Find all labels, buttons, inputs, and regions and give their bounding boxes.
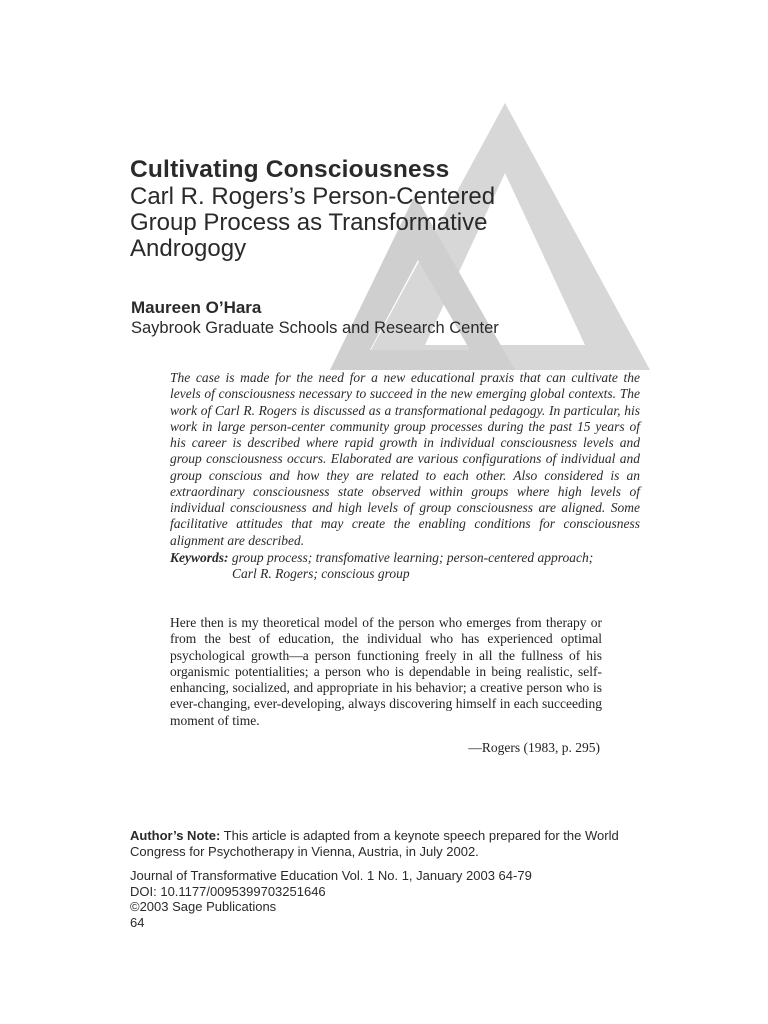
keywords-label: Keywords:: [170, 550, 229, 565]
journal-info: [130, 868, 640, 930]
journal-citation: Journal of Transformative Education Vol. 1 No. 1, January 2003 64-79: [130, 868, 532, 883]
keywords-line-1: group process; transfomative learning; person-centered approach;: [231, 550, 594, 565]
abstract: The case is made for the need for a new educational praxis that can cultivate the levels of consciousness necessary to succeed in the new emerging global contexts. The work of Carl R. Rogers is discussed as a transformational pedagogy. In particular, his work in large person-center community group processes during the past 15 years of his career is described where rapid growth in individual consciousness levels and group consciousness occurs. Elaborated are various configurations of individual and group conscious and how they are related to each other. Also considered is an extraordinary consciousness state observed within groups where high levels of individual consciousness and high levels of group consciousness are aligned. Some facilitative attitudes that may create the enabling conditions for consciousness alignment are described.: [170, 370, 640, 548]
article-subtitle-line-2: Group Process as Transformative: [130, 209, 488, 236]
author-block: [131, 298, 651, 338]
authors-note-label: Author’s Note:: [130, 828, 221, 843]
authors-note-text: This article is adapted from a keynote speech prepared for the World Congress for Psychotherapy in Vienna, Austria, in July 2002.: [130, 828, 619, 859]
journal-doi: DOI: 10.1177/0095399703251646: [130, 883, 326, 899]
author-affiliation: Saybrook Graduate Schools and Research Center: [131, 319, 499, 337]
authors-note: [130, 828, 640, 860]
journal-copyright: ©2003 Sage Publications: [130, 899, 277, 914]
keywords-line-2: Carl R. Rogers; conscious group: [232, 566, 410, 582]
keywords: [170, 550, 640, 583]
epigraph-attribution: —Rogers (1983, p. 295): [468, 740, 600, 755]
author-name: Maureen O’Hara: [131, 298, 262, 317]
page-number: 64: [130, 914, 145, 930]
article-title: Cultivating Consciousness: [130, 156, 450, 183]
epigraph-quote: Here then is my theoretical model of the person who emerges from therapy or from the best of education, the individual who has experienced optimal psychological growth—a person functioning freely in all the fullness of his organismic potentialities; a person who is dependable in being realistic, self-enhancing, socialized, and appropriate in his behavior; a creative person who is ever-changing, ever-developing, always discovering himself in each succeeding moment of time.: [170, 615, 602, 728]
article-subtitle-line-1: Carl R. Rogers’s Person-Centered: [130, 183, 496, 210]
article-subtitle-line-3: Androgogy: [130, 235, 247, 262]
title-block: [130, 156, 650, 262]
